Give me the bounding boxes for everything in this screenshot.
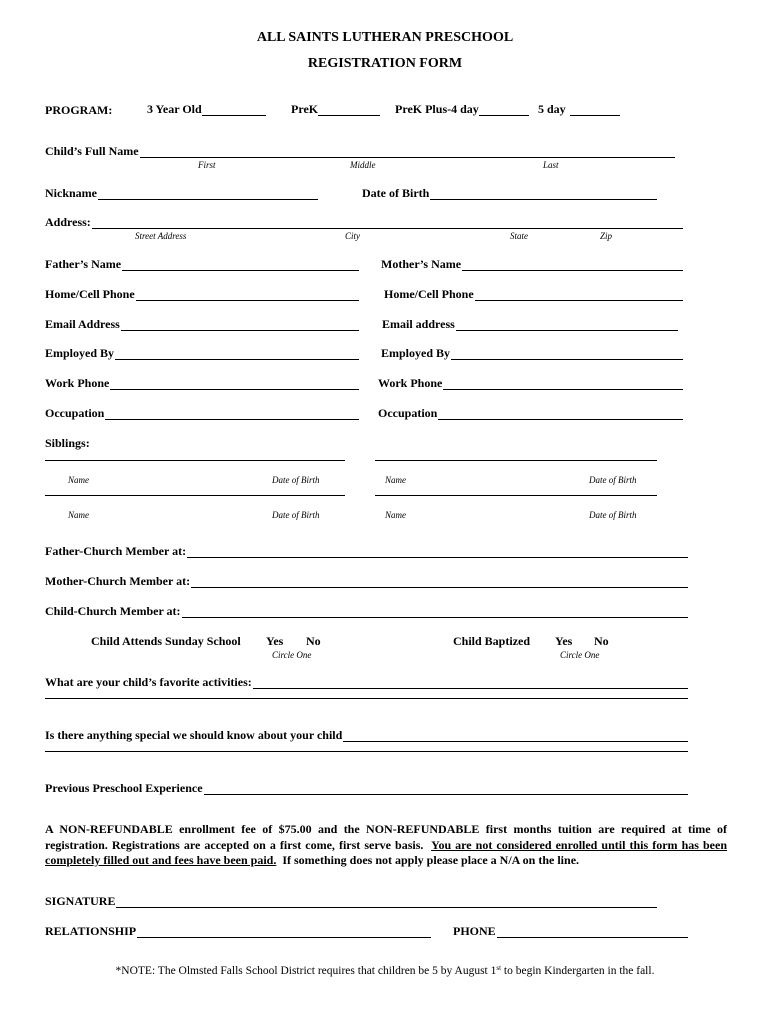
- sunday-school-label: Child Attends Sunday School: [91, 634, 241, 648]
- sibling-name-caption: Name: [385, 510, 406, 520]
- program-prek-plus[interactable]: PreK Plus-4 day: [395, 102, 529, 116]
- program-3yr[interactable]: 3 Year Old: [147, 102, 266, 116]
- date-of-birth-field[interactable]: Date of Birth: [362, 186, 657, 200]
- father-name-field[interactable]: Father’s Name: [45, 257, 359, 271]
- address-field[interactable]: Address:: [45, 215, 683, 229]
- special-needs-field[interactable]: Is there anything special we should know about your child: [45, 728, 688, 742]
- sibling-name-caption: Name: [385, 475, 406, 485]
- father-email-field[interactable]: Email Address: [45, 317, 359, 331]
- mother-name-field[interactable]: Mother’s Name: [381, 257, 683, 271]
- activities-field[interactable]: What are your child’s favorite activities:: [45, 675, 688, 689]
- phone-field[interactable]: PHONE: [453, 924, 688, 938]
- activities-line-2[interactable]: [45, 698, 688, 699]
- father-phone-field[interactable]: Home/Cell Phone: [45, 287, 359, 301]
- signature-field[interactable]: SIGNATURE: [45, 894, 657, 908]
- last-caption: Last: [543, 160, 559, 170]
- sibling-1-line[interactable]: [45, 460, 345, 461]
- sibling-dob-caption: Date of Birth: [589, 510, 637, 520]
- father-employer-field[interactable]: Employed By: [45, 346, 359, 360]
- baptized-yes[interactable]: Yes: [555, 634, 573, 648]
- program-prek-plus-line[interactable]: [479, 103, 529, 116]
- child-church-field[interactable]: Child-Church Member at:: [45, 604, 688, 618]
- street-caption: Street Address: [135, 231, 187, 241]
- sibling-dob-caption: Date of Birth: [272, 475, 320, 485]
- baptized-label: Child Baptized: [453, 634, 531, 648]
- mother-work-phone-field[interactable]: Work Phone: [378, 376, 683, 390]
- sibling-dob-caption: Date of Birth: [272, 510, 320, 520]
- baptized-no[interactable]: No: [594, 634, 609, 648]
- middle-caption: Middle: [350, 160, 376, 170]
- school-name: ALL SAINTS LUTHERAN PRESCHOOL: [256, 30, 514, 45]
- enrollment-condition: You are not considered enrolled until this form has been completely filled out and fees have been paid.: [45, 837, 728, 867]
- program-prek-line[interactable]: [318, 103, 380, 116]
- program-label: PROGRAM:: [45, 103, 113, 117]
- mother-phone-field[interactable]: Home/Cell Phone: [384, 287, 683, 301]
- circle-one-caption: Circle One: [560, 650, 600, 660]
- program-5day-line[interactable]: [570, 103, 620, 116]
- circle-one-caption: Circle One: [272, 650, 312, 660]
- zip-caption: Zip: [600, 231, 613, 241]
- sibling-name-caption: Name: [68, 510, 89, 520]
- previous-preschool-field[interactable]: Previous Preschool Experience: [45, 781, 688, 795]
- sunday-school-yes[interactable]: Yes: [266, 634, 284, 648]
- sibling-3-line[interactable]: [45, 495, 345, 496]
- program-3yr-line[interactable]: [202, 103, 266, 116]
- child-full-name-field[interactable]: Child’s Full Name: [45, 144, 675, 158]
- form-title: REGISTRATION FORM: [307, 56, 463, 71]
- city-caption: City: [345, 231, 360, 241]
- fee-paragraph: A NON-REFUNDABLE enrollment fee of $75.00 and the NON-REFUNDABLE first months tuition are required at time of registration. Registrations are accepted on a first come, first serve basis. You are not considered enrolled until this form has been completely filled out and fees have been paid. If something does not apply please place a N/A on the line.: [45, 822, 728, 867]
- program-prek[interactable]: PreK: [291, 102, 380, 116]
- state-caption: State: [510, 231, 528, 241]
- mother-email-field[interactable]: Email address: [382, 317, 678, 331]
- sibling-2-line[interactable]: [375, 460, 657, 461]
- mother-church-field[interactable]: Mother-Church Member at:: [45, 574, 688, 588]
- kindergarten-note: *NOTE: The Olmsted Falls School District requires that children be 5 by August 1st to begin Kindergarten in the fall.: [115, 964, 655, 977]
- sibling-name-caption: Name: [68, 475, 89, 485]
- program-5day[interactable]: 5 day: [538, 102, 620, 116]
- special-needs-line-2[interactable]: [45, 751, 688, 752]
- father-church-field[interactable]: Father-Church Member at:: [45, 544, 688, 558]
- father-work-phone-field[interactable]: Work Phone: [45, 376, 359, 390]
- mother-occupation-field[interactable]: Occupation: [378, 406, 683, 420]
- first-caption: First: [198, 160, 216, 170]
- sibling-dob-caption: Date of Birth: [589, 475, 637, 485]
- father-occupation-field[interactable]: Occupation: [45, 406, 359, 420]
- relationship-field[interactable]: RELATIONSHIP: [45, 924, 431, 938]
- sibling-4-line[interactable]: [375, 495, 657, 496]
- sunday-school-no[interactable]: No: [306, 634, 321, 648]
- mother-employer-field[interactable]: Employed By: [381, 346, 683, 360]
- siblings-label: Siblings:: [45, 436, 90, 450]
- nickname-field[interactable]: Nickname: [45, 186, 318, 200]
